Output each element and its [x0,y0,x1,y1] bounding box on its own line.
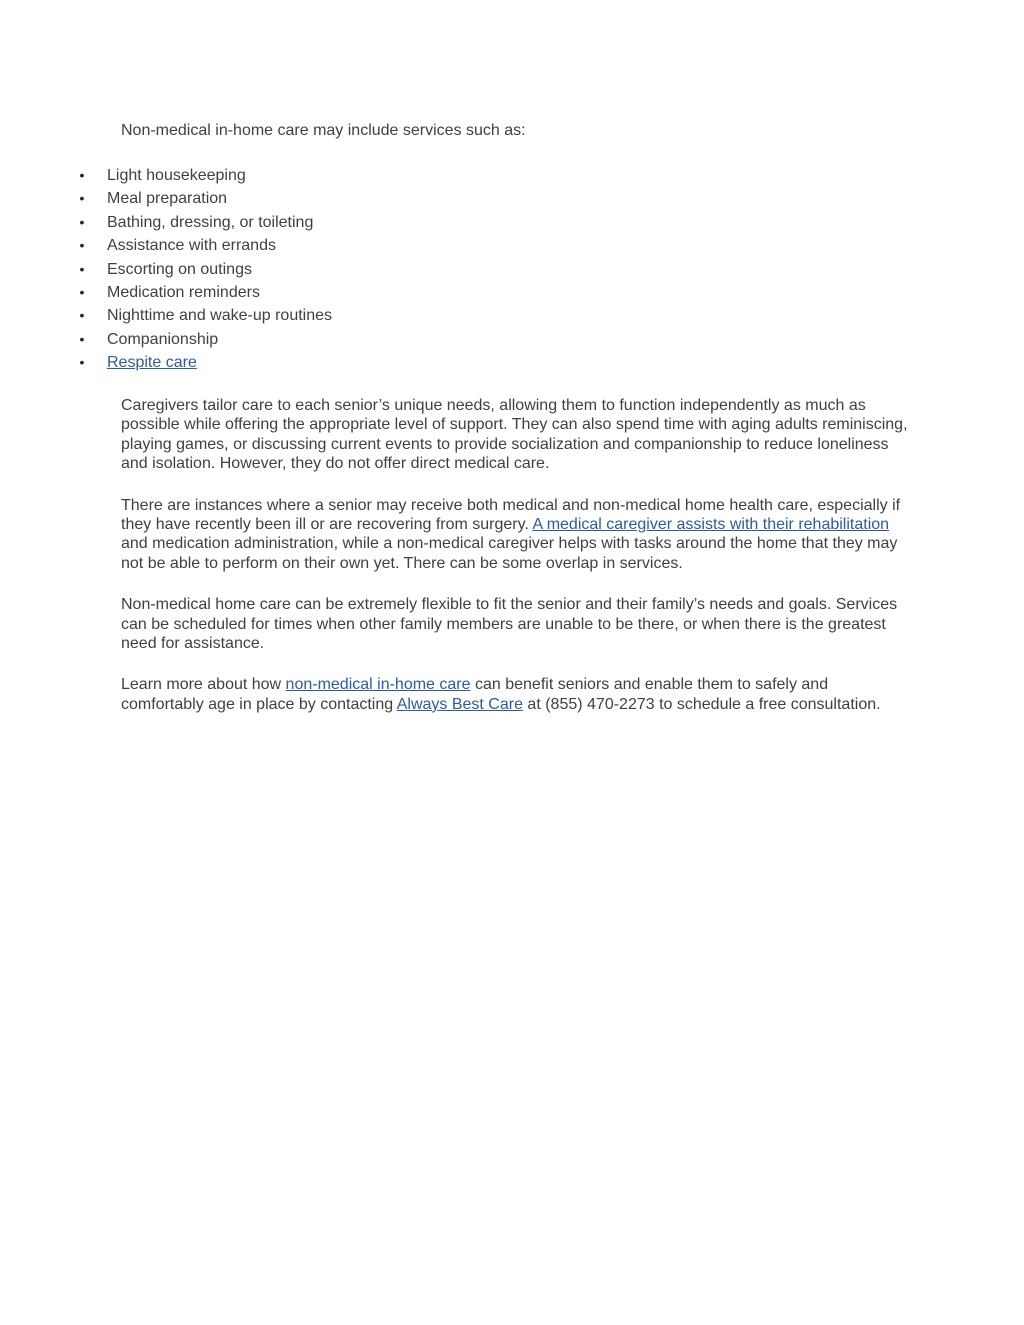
non-medical-in-home-care-link[interactable]: non-medical in-home care [285,676,471,694]
list-item [0,283,332,306]
respite-care-link[interactable]: Respite care [107,354,197,372]
list-item [0,260,332,283]
always-best-care-link[interactable]: Always Best Care [396,695,523,713]
paragraph-text: at (855) 470-2273 to schedule a free consultation. [522,695,881,713]
paragraph-text: and medication administration, while a non-medical caregiver helps with tasks around the home that they may not be able to perform on their own yet. There can be some overlap in services. [121,535,898,572]
bullet-icon: • [79,237,85,254]
bullet-icon: • [79,213,85,230]
list-item [0,213,332,236]
bullet-icon: • [79,330,85,347]
body-text [121,396,911,736]
paragraph-flexible-care: Non-medical home care can be extremely flexible to fit the senior and their family’s needs and goals. Services can be scheduled for times when other family members are unable to be there, or when there is the greatest need for assistance. [121,596,898,653]
bullet-icon: • [79,260,85,277]
list-item-label: Bathing, dressing, or toileting [107,213,314,231]
list-item-label: Escorting on outings [107,260,252,278]
services-list [0,166,332,377]
medical-caregiver-rehabilitation-link[interactable]: A medical caregiver assists with their rehabilitation [532,516,890,534]
paragraph-medical-and-non-medical [121,496,911,574]
bullet-icon: • [79,283,85,300]
list-item-label: Companionship [107,330,219,348]
paragraph-text: can benefit seniors and enable them to safely and comfortably age in place by contacting [121,676,829,713]
paragraph-caregivers-tailor: Caregivers tailor care to each senior’s unique needs, allowing them to function independently as much as possible while offering the appropriate level of support. They can also spend time with aging adults reminiscing, playing games, or discussing current events to provide socialization and companionship to reduce loneliness and isolation. However, they do not offer direct medical care. [121,397,908,473]
paragraph-learn-more [121,675,911,714]
paragraph-text: Learn more about how [121,676,286,694]
list-item-label: Light housekeeping [107,167,246,184]
list-item-label: Assistance with errands [107,237,276,255]
list-item [0,189,332,212]
list-item-label: Medication reminders [107,283,260,301]
list-item [0,306,332,329]
bullet-icon: • [79,167,85,183]
bullet-icon: • [79,354,85,371]
bullet-icon: • [79,190,85,207]
list-item-label: Nighttime and wake-up routines [107,307,333,325]
list-item [0,330,332,353]
intro-text: Non-medical in-home care may include services such as: [121,122,526,139]
list-item [0,166,332,189]
list-item [0,236,332,259]
bullet-icon: • [79,307,85,324]
paragraph-text: There are instances where a senior may receive both medical and non-medical home health care, especially if they have recently been ill or are recovering from surgery. [121,496,901,534]
list-item [0,353,332,376]
list-item-label: Meal preparation [107,190,228,208]
